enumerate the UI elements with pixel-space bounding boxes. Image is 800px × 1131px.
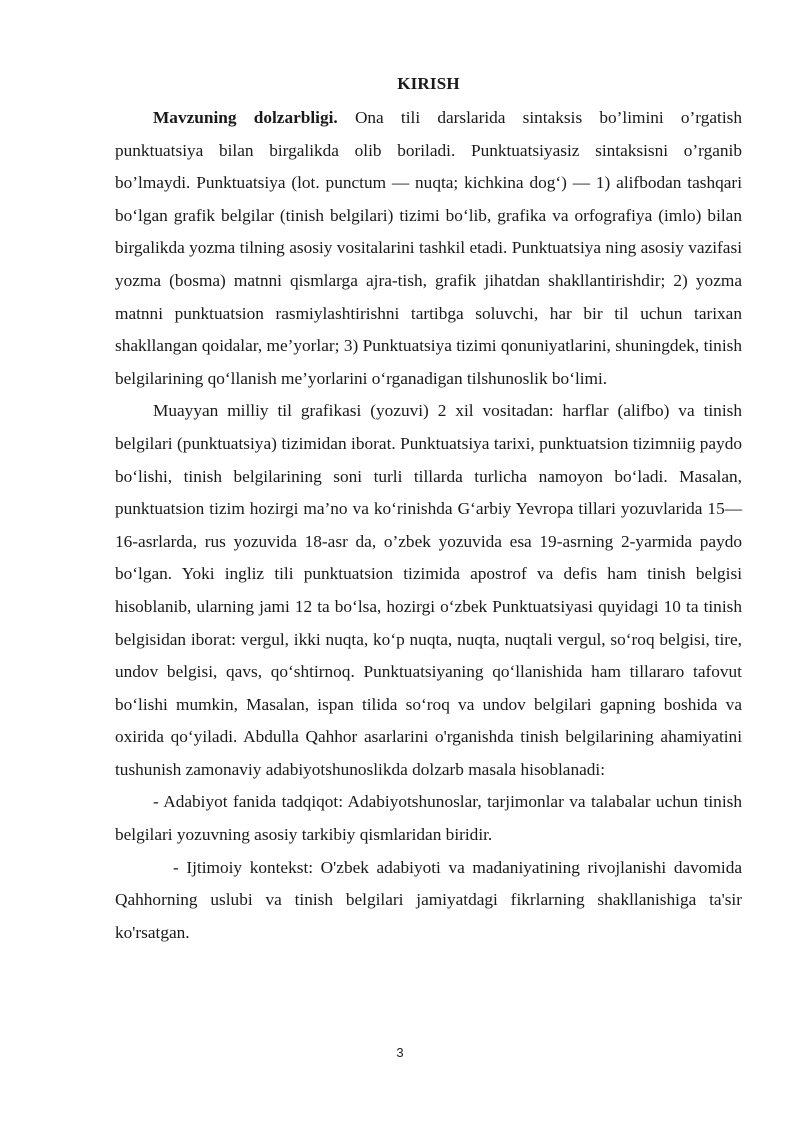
list-item-social-context [115,852,742,950]
paragraph-relevance [115,102,742,395]
paragraph-text: Ona tili darslarida sintaksis bo’limini o’rgatish punktuatsiya bilan birgalikda olib boriladi. Punktuatsiyasiz sintaksisni o’rganib bo’lmaydi. Punktuatsiya (lot. punctum — nuqta; kichkina dog‘) — 1) alifbodan tashqari bo‘lgan grafik belgilar (tinish belgilari) tizimi bo‘lib, grafika va orfografiya (imlo) bilan birgalikda yozma tilning asosiy vositalarini tashkil etadi. Punktuatsiya ning asosiy vazifasi yozma (bosma) matnni qismlarga ajra-tish, grafik jihatdan shakllantirishdir; 2) yozma matnni punktuatsion rasmiylashtirishni tartibga soluvchi, har bir til uchun tarixan shakllangan qoidalar, me’yorlar; 3) Punktuatsiya tizimi qonuniyatlarini, shuningdek, tinish belgilarining qo‘llanish me’yorlarini o‘rganadigan tilshunoslik bo‘limi. [115,108,742,388]
paragraph-lead: Mavzuning dolzarbligi. [153,108,338,127]
paragraph-history [115,395,742,786]
paragraph-text: - Adabiyot fanida tadqiqot: Adabiyotshunoslar, tarjimonlar va talabalar uchun tinish belgilari yozuvning asosiy tarkibiy qismlaridan biridir. [115,792,742,845]
section-heading: KIRISH [397,74,460,93]
list-item-research [115,786,742,851]
paragraph-text: - Ijtimoiy kontekst: O'zbek adabiyoti va madaniyatining rivojlanishi davomida Qahhorning uslubi va tinish belgilari jamiyatdagi fikrlarning shakllanishiga ta'sir ko'rsatgan. [115,857,742,942]
paragraph-text: Muayyan milliy til grafikasi (yozuvi) 2 xil vositadan: harflar (alifbo) va tinish belgilari (punktuatsiya) tizimidan iborat. Punktuatsiya tarixi, punktuatsion tizimniig paydo bo‘lishi, tinish belgilarining soni turli tillarda turlicha namoyon bo‘ladi. Masalan, punktuatsion tizim hozirgi ma’no va ko‘rinishda G‘arbiy Yevropa tillari yozuvlarida 15—16-asrlarda, rus yozuvida 18-asr da, o’zbek yozuvida esa 19-asrning 2-yarmida paydo bo‘lgan. Yoki ingliz tili punktuatsion tizimida apostrof va defis ham tinish belgisi hisoblanib, ularning jami 12 ta bo‘lsa, hozirgi o‘zbek Punktuatsiyasi quyidagi 10 ta tinish belgisidan iborat: vergul, ikki nuqta, ko‘p nuqta, nuqta, nuqtali vergul, so‘roq belgisi, tire, undov belgisi, qavs, qo‘shtirnoq. Punktuatsiyaning qo‘llanishida ham tillararo tafovut bo‘lishi mumkin, Masalan, ispan tilida so‘roq va undov belgilari gapning boshida va oxirida qo‘yiladi. Abdulla Qahhor asarlarini o'rganishda tinish belgilarining ahamiyatini tushunish zamonaviy adabiyotshunoslikda dolzarb masala hisoblanadi: [115,401,742,779]
document-page [115,72,742,949]
page-number: 3 [396,1045,404,1060]
